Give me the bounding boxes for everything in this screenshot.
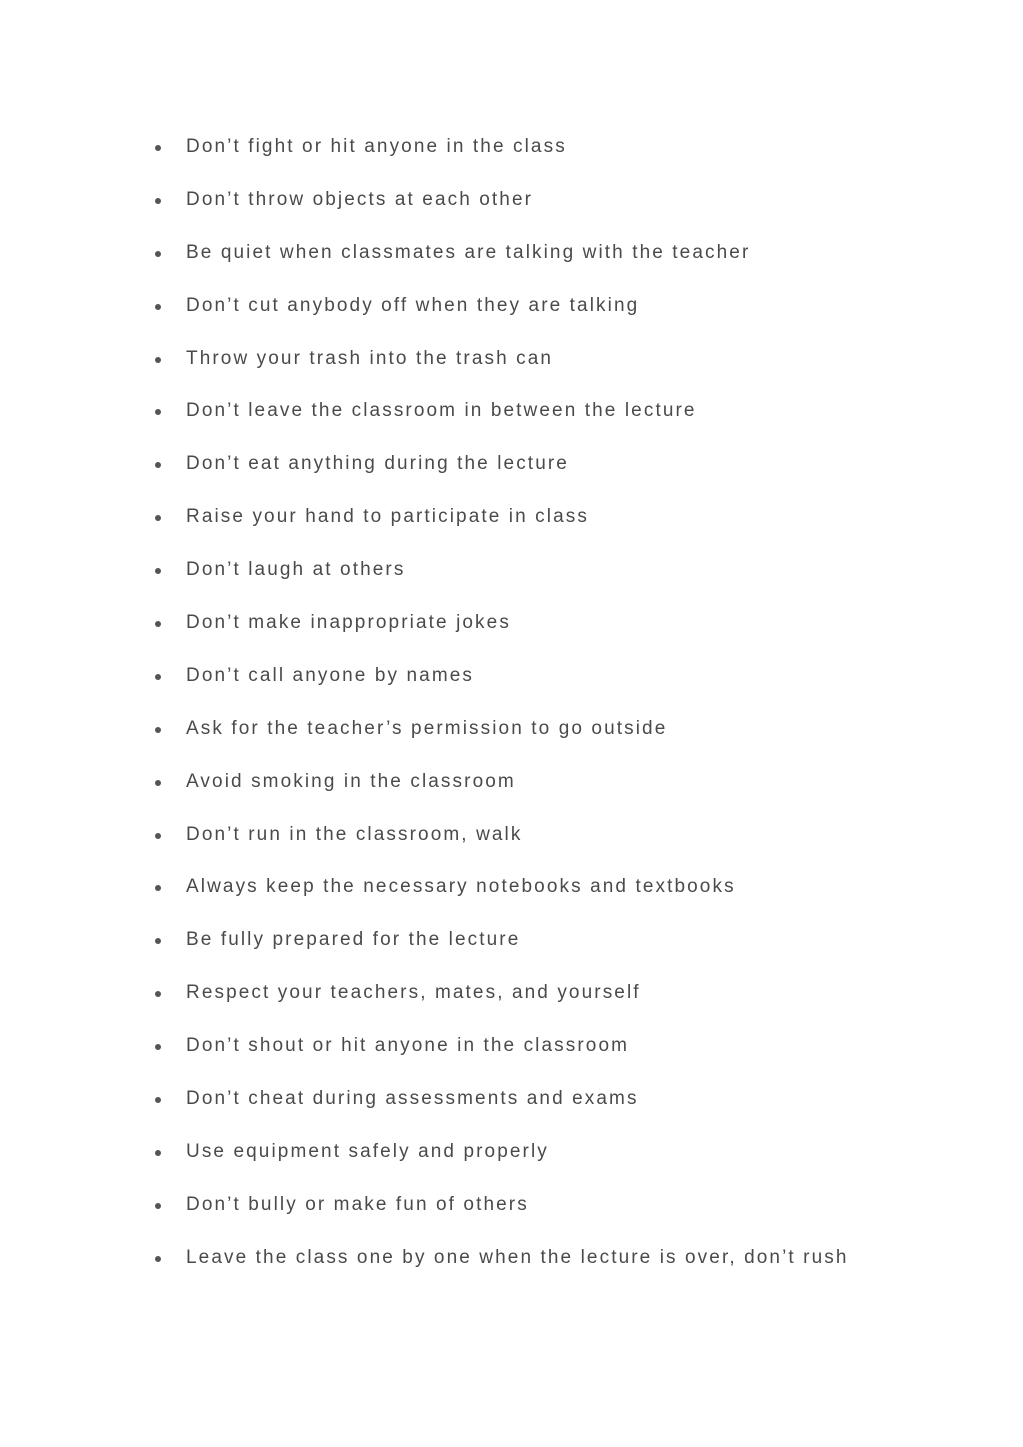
bullet-icon (155, 409, 161, 415)
bullet-icon (155, 885, 161, 891)
rule-text: Ask for the teacher’s permission to go outside (186, 717, 668, 739)
bullet-icon (155, 833, 161, 839)
list-item (152, 121, 849, 174)
list-item (152, 1179, 849, 1232)
bullet-icon (155, 462, 161, 468)
rule-text: Leave the class one by one when the lecture is over, don’t rush (186, 1246, 849, 1268)
rule-text: Don’t throw objects at each other (186, 188, 534, 210)
rule-text: Don’t call anyone by names (186, 664, 475, 686)
list-item (152, 1073, 849, 1126)
rule-text: Don’t cheat during assessments and exams (186, 1088, 639, 1110)
rule-text: Don’t bully or make fun of others (186, 1193, 529, 1215)
list-item (152, 544, 849, 597)
bullet-icon (155, 674, 161, 680)
list-item (152, 809, 849, 862)
rule-text: Don’t shout or hit anyone in the classroom (186, 1035, 630, 1057)
list-item (152, 227, 849, 280)
rule-text: Don’t make inappropriate jokes (186, 612, 511, 634)
list-item (152, 491, 849, 544)
list-item (152, 861, 849, 914)
rule-text: Use equipment safely and properly (186, 1140, 549, 1162)
rule-text: Don’t run in the classroom, walk (186, 823, 523, 845)
rule-text: Respect your teachers, mates, and yourself (186, 982, 641, 1004)
list-item (152, 333, 849, 386)
bullet-icon (155, 357, 161, 363)
rule-text: Don’t eat anything during the lecture (186, 453, 569, 475)
bullet-icon (155, 938, 161, 944)
list-item (152, 967, 849, 1020)
rule-text: Throw your trash into the trash can (186, 347, 554, 369)
list-item (152, 385, 849, 438)
bullet-icon (155, 727, 161, 733)
list-item (152, 174, 849, 227)
bullet-icon (155, 198, 161, 204)
rule-text: Don’t leave the classroom in between the lecture (186, 400, 697, 422)
bullet-icon (155, 568, 161, 574)
rules-list (152, 121, 849, 1285)
bullet-icon (155, 1256, 161, 1262)
bullet-icon (155, 1097, 161, 1103)
bullet-icon (155, 1044, 161, 1050)
bullet-icon (155, 780, 161, 786)
bullet-icon (155, 621, 161, 627)
bullet-icon (155, 251, 161, 257)
rule-text: Always keep the necessary notebooks and textbooks (186, 876, 736, 898)
rule-text: Raise your hand to participate in class (186, 506, 589, 528)
list-item (152, 438, 849, 491)
rule-text: Be quiet when classmates are talking with the teacher (186, 241, 751, 263)
list-item (152, 914, 849, 967)
list-item (152, 650, 849, 703)
bullet-icon (155, 304, 161, 310)
rule-text: Don’t laugh at others (186, 559, 406, 581)
rule-text: Don’t fight or hit anyone in the class (186, 136, 567, 157)
list-item (152, 1020, 849, 1073)
bullet-icon (155, 1203, 161, 1209)
rule-text: Avoid smoking in the classroom (186, 770, 516, 792)
list-item (152, 597, 849, 650)
list-item (152, 280, 849, 333)
list-item (152, 1126, 849, 1179)
list-item (152, 756, 849, 809)
list-item (152, 1232, 849, 1285)
bullet-icon (155, 1150, 161, 1156)
list-item (152, 703, 849, 756)
bullet-icon (155, 515, 161, 521)
rule-text: Be fully prepared for the lecture (186, 929, 521, 951)
bullet-icon (155, 991, 161, 997)
rule-text: Don’t cut anybody off when they are talking (186, 294, 640, 316)
bullet-icon (155, 145, 161, 151)
